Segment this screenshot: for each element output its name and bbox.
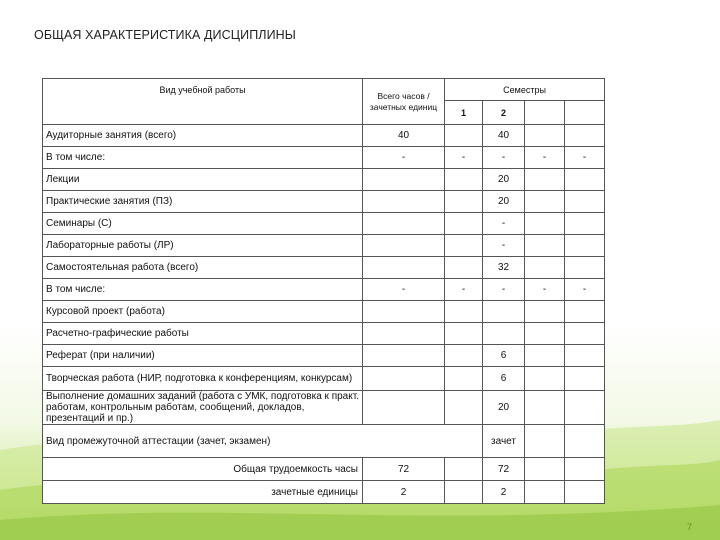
- semester-4-header: [565, 101, 605, 125]
- cell-s4: [565, 257, 605, 279]
- total-label: Общая трудоемкость часы: [43, 458, 363, 481]
- cell-s2: 32: [483, 257, 525, 279]
- cell-s1: [445, 125, 483, 147]
- cell-s4: [565, 345, 605, 367]
- header-row-1: [43, 79, 605, 101]
- cell-s4: [565, 191, 605, 213]
- cell-s1: [445, 257, 483, 279]
- cell-s2: 20: [483, 169, 525, 191]
- cell-s3: [525, 235, 565, 257]
- semesters-header-cell: Семестры: [445, 79, 605, 101]
- cell-s2: -: [483, 147, 525, 169]
- cell-s3: [525, 301, 565, 323]
- cell-s1: [445, 391, 483, 425]
- total-cell-s3: [525, 481, 565, 504]
- semester-1-header: 1: [445, 101, 483, 125]
- cell-total: -: [363, 279, 445, 301]
- type-header-cell: Вид учебной работы: [43, 79, 363, 125]
- cell-s2: 6: [483, 367, 525, 391]
- cell-s2: -: [483, 213, 525, 235]
- table-row: [43, 257, 605, 279]
- total-hours-header-cell: Всего часов / зачетных единиц: [363, 79, 445, 125]
- row-label: Реферат (при наличии): [43, 345, 363, 367]
- cell-s2: 20: [483, 391, 525, 425]
- cell-total: [363, 301, 445, 323]
- cell-s2: -: [483, 279, 525, 301]
- cell-total: [363, 213, 445, 235]
- cell-s3: -: [525, 147, 565, 169]
- total-row: [43, 481, 605, 504]
- cell-s3: [525, 257, 565, 279]
- cell-s4: [565, 235, 605, 257]
- cell-s4: [565, 301, 605, 323]
- row-label: Практические занятия (ПЗ): [43, 191, 363, 213]
- table-row: [43, 345, 605, 367]
- cell-s3: [525, 213, 565, 235]
- row-label: Выполнение домашних заданий (работа с УМК, подготовка к практ. работам, контрольным работам, сообщений, докладов, презентаций и пр.): [43, 391, 363, 425]
- table-row: [43, 213, 605, 235]
- cell-s2: 40: [483, 125, 525, 147]
- cell-s4: [565, 425, 605, 458]
- cell-total: [363, 191, 445, 213]
- cell-s3: [525, 125, 565, 147]
- cell-s1: [445, 169, 483, 191]
- cell-s4: -: [565, 147, 605, 169]
- discipline-table: [42, 78, 605, 504]
- total-cell-total: 72: [363, 458, 445, 481]
- cell-s2: [483, 323, 525, 345]
- table-row: [43, 279, 605, 301]
- cell-s2: зачет: [483, 425, 525, 458]
- cell-s4: [565, 213, 605, 235]
- cell-s2: 6: [483, 345, 525, 367]
- table-row: [43, 125, 605, 147]
- cell-s1: -: [445, 279, 483, 301]
- total-cell-total: 2: [363, 481, 445, 504]
- row-label: Расчетно-графические работы: [43, 323, 363, 345]
- cell-s4: [565, 391, 605, 425]
- table-row: [43, 367, 605, 391]
- row-label: Творческая работа (НИР, подготовка к конференциям, конкурсам): [43, 367, 363, 391]
- cell-s2: -: [483, 235, 525, 257]
- cell-s1: [445, 191, 483, 213]
- table-row: [43, 425, 605, 458]
- cell-s4: [565, 169, 605, 191]
- row-label: Лекции: [43, 169, 363, 191]
- table-row: [43, 235, 605, 257]
- cell-s3: -: [525, 279, 565, 301]
- row-label: Самостоятельная работа (всего): [43, 257, 363, 279]
- cell-s2: 20: [483, 191, 525, 213]
- semester-3-header: [525, 101, 565, 125]
- row-label: Курсовой проект (работа): [43, 301, 363, 323]
- cell-s4: -: [565, 279, 605, 301]
- cell-total: [363, 235, 445, 257]
- total-cell-s2: 2: [483, 481, 525, 504]
- total-cell-s4: [565, 458, 605, 481]
- cell-s4: [565, 323, 605, 345]
- page-number: 7: [686, 522, 692, 532]
- total-cell-s1: [445, 481, 483, 504]
- row-label: Лабораторные работы (ЛР): [43, 235, 363, 257]
- cell-total: [363, 257, 445, 279]
- cell-s4: [565, 367, 605, 391]
- table-row: [43, 301, 605, 323]
- table-row: [43, 191, 605, 213]
- cell-s1: [445, 345, 483, 367]
- cell-s1: [445, 301, 483, 323]
- row-label: Аудиторные занятия (всего): [43, 125, 363, 147]
- cell-total: [363, 345, 445, 367]
- table-row: [43, 147, 605, 169]
- total-cell-s3: [525, 458, 565, 481]
- total-label: зачетные единицы: [43, 481, 363, 504]
- cell-s3: [525, 169, 565, 191]
- cell-s1: [445, 235, 483, 257]
- row-label: В том числе:: [43, 147, 363, 169]
- row-label: Семинары (С): [43, 213, 363, 235]
- cell-s3: [525, 425, 565, 458]
- cell-total: -: [363, 147, 445, 169]
- cell-total: 40: [363, 125, 445, 147]
- cell-s3: [525, 191, 565, 213]
- cell-s3: [525, 345, 565, 367]
- total-cell-s1: [445, 458, 483, 481]
- cell-total: [363, 367, 445, 391]
- semester-2-header: 2: [483, 101, 525, 125]
- total-cell-s2: 72: [483, 458, 525, 481]
- table-body: [43, 79, 605, 504]
- cell-s1: [445, 367, 483, 391]
- total-cell-s4: [565, 481, 605, 504]
- table-row: [43, 323, 605, 345]
- cell-s1: [445, 323, 483, 345]
- cell-s1: [445, 213, 483, 235]
- row-label: Вид промежуточной аттестации (зачет, экзамен): [43, 425, 483, 458]
- cell-s2: [483, 301, 525, 323]
- total-row: [43, 458, 605, 481]
- table-row: [43, 391, 605, 425]
- cell-s3: [525, 367, 565, 391]
- slide-title: ОБЩАЯ ХАРАКТЕРИСТИКА ДИСЦИПЛИНЫ: [34, 28, 296, 42]
- row-label: В том числе:: [43, 279, 363, 301]
- cell-total: [363, 391, 445, 425]
- table-row: [43, 169, 605, 191]
- cell-total: [363, 323, 445, 345]
- cell-s3: [525, 391, 565, 425]
- cell-s4: [565, 125, 605, 147]
- cell-s1: -: [445, 147, 483, 169]
- cell-s3: [525, 323, 565, 345]
- cell-total: [363, 169, 445, 191]
